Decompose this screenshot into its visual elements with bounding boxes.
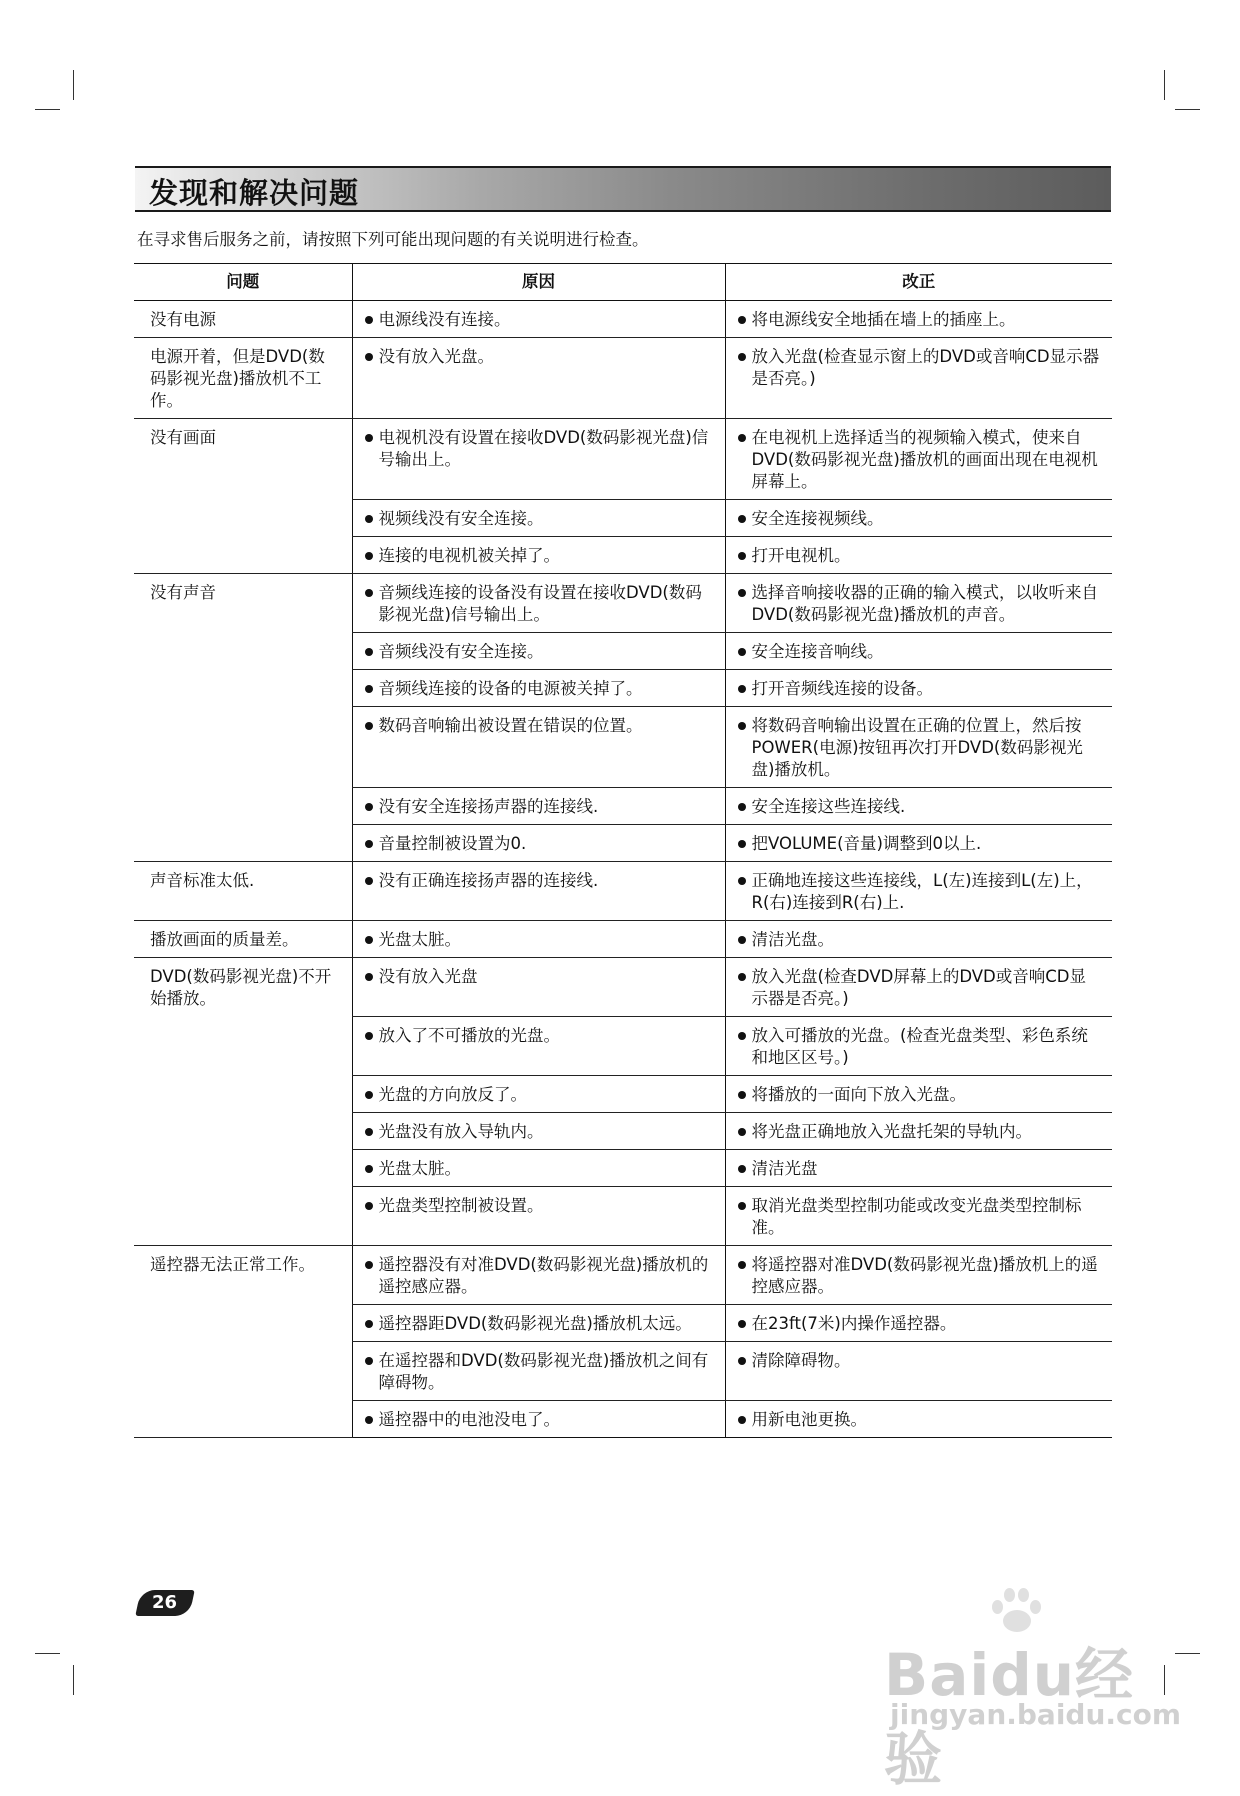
- cause-cell: 光盘类型控制被设置。: [352, 1187, 725, 1246]
- page-number-badge: [135, 1590, 195, 1616]
- table-row: [134, 301, 1112, 338]
- cause-cell: 光盘太脏。: [352, 1150, 725, 1187]
- cause-cell: 没有正确连接扬声器的连接线.: [352, 862, 725, 921]
- baidu-watermark: [870, 1580, 1190, 1793]
- problem-cell: 声音标准太低.: [134, 862, 352, 921]
- fix-cell: 放入可播放的光盘。(检查光盘类型、彩色系统和地区区号。): [725, 1017, 1112, 1076]
- fix-cell: 安全连接音响线。: [725, 633, 1112, 670]
- problem-cell: DVD(数码影视光盘)不开始播放。: [134, 958, 352, 1246]
- table-row: [134, 921, 1112, 958]
- header-problem: 问题: [134, 264, 352, 301]
- table-row: [134, 574, 1112, 633]
- crop-mark: [73, 1665, 74, 1695]
- problem-cell: 没有画面: [134, 419, 352, 574]
- fix-cell: 放入光盘(检查显示窗上的DVD或音响CD显示器是否亮。): [725, 338, 1112, 419]
- fix-cell: 安全连接视频线。: [725, 500, 1112, 537]
- cause-cell: 放入了不可播放的光盘。: [352, 1017, 725, 1076]
- fix-cell: 将光盘正确地放入光盘托架的导轨内。: [725, 1113, 1112, 1150]
- cause-cell: 连接的电视机被关掉了。: [352, 537, 725, 574]
- cause-cell: 光盘的方向放反了。: [352, 1076, 725, 1113]
- cause-cell: 遥控器中的电池没电了。: [352, 1401, 725, 1438]
- crop-mark: [35, 1653, 60, 1654]
- header-fix: 改正: [725, 264, 1112, 301]
- cause-cell: 光盘没有放入导轨内。: [352, 1113, 725, 1150]
- crop-mark: [35, 109, 60, 110]
- table-row: [134, 1246, 1112, 1305]
- section-title-bar: [135, 166, 1111, 212]
- problem-cell: 遥控器无法正常工作。: [134, 1246, 352, 1438]
- crop-mark: [1175, 109, 1200, 110]
- problem-cell: 没有声音: [134, 574, 352, 862]
- fix-cell: 将电源线安全地插在墙上的插座上。: [725, 301, 1112, 338]
- fix-cell: 选择音响接收器的正确的输入模式，以收听来自DVD(数码影视光盘)播放机的声音。: [725, 574, 1112, 633]
- cause-cell: 电视机没有设置在接收DVD(数码影视光盘)信号输出上。: [352, 419, 725, 500]
- cause-cell: 没有放入光盘: [352, 958, 725, 1017]
- table-header-row: [134, 264, 1112, 301]
- cause-cell: 音频线连接的设备没有设置在接收DVD(数码影视光盘)信号输出上。: [352, 574, 725, 633]
- cause-cell: 遥控器没有对准DVD(数码影视光盘)播放机的遥控感应器。: [352, 1246, 725, 1305]
- cause-cell: 视频线没有安全连接。: [352, 500, 725, 537]
- problem-cell: 没有电源: [134, 301, 352, 338]
- page-number: 26: [152, 1592, 178, 1613]
- crop-mark: [1164, 70, 1165, 100]
- cause-cell: 没有安全连接扬声器的连接线.: [352, 788, 725, 825]
- fix-cell: 把VOLUME(音量)调整到0以上.: [725, 825, 1112, 862]
- cause-cell: 在遥控器和DVD(数码影视光盘)播放机之间有障碍物。: [352, 1342, 725, 1401]
- header-cause: 原因: [352, 264, 725, 301]
- table-row: [134, 958, 1112, 1017]
- fix-cell: 打开音频线连接的设备。: [725, 670, 1112, 707]
- fix-cell: 将遥控器对准DVD(数码影视光盘)播放机上的遥控感应器。: [725, 1246, 1112, 1305]
- fix-cell: 取消光盘类型控制功能或改变光盘类型控制标准。: [725, 1187, 1112, 1246]
- fix-cell: 在电视机上选择适当的视频输入模式，使来自DVD(数码影视光盘)播放机的画面出现在电视机屏幕上。: [725, 419, 1112, 500]
- fix-cell: 将数码音响输出设置在正确的位置上，然后按POWER(电源)按钮再次打开DVD(数码影视光盘)播放机。: [725, 707, 1112, 788]
- cause-cell: 没有放入光盘。: [352, 338, 725, 419]
- table-row: [134, 862, 1112, 921]
- cause-cell: 光盘太脏。: [352, 921, 725, 958]
- cause-cell: 数码音响输出被设置在错误的位置。: [352, 707, 725, 788]
- fix-cell: 打开电视机。: [725, 537, 1112, 574]
- cause-cell: 音频线连接的设备的电源被关掉了。: [352, 670, 725, 707]
- table-row: [134, 419, 1112, 500]
- fix-cell: 清洁光盘: [725, 1150, 1112, 1187]
- watermark-brand: Baidu经验: [884, 1641, 1135, 1793]
- cause-cell: 音频线没有安全连接。: [352, 633, 725, 670]
- cause-cell: 遥控器距DVD(数码影视光盘)播放机太远。: [352, 1305, 725, 1342]
- watermark-url: jingyan.baidu.com: [890, 1698, 1182, 1731]
- cause-cell: 电源线没有连接。: [352, 301, 725, 338]
- table-row: [134, 338, 1112, 419]
- fix-cell: 正确地连接这些连接线，L(左)连接到L(左)上，R(右)连接到R(右)上.: [725, 862, 1112, 921]
- intro-text: 在寻求售后服务之前，请按照下列可能出现问题的有关说明进行检查。: [137, 230, 649, 249]
- crop-mark: [73, 70, 74, 100]
- paw-icon: [990, 1586, 1044, 1634]
- problem-cell: 播放画面的质量差。: [134, 921, 352, 958]
- fix-cell: 清洁光盘。: [725, 921, 1112, 958]
- problem-cell: 电源开着，但是DVD(数码影视光盘)播放机不工作。: [134, 338, 352, 419]
- fix-cell: 在23ft(7米)内操作遥控器。: [725, 1305, 1112, 1342]
- cause-cell: 音量控制被设置为0.: [352, 825, 725, 862]
- fix-cell: 用新电池更换。: [725, 1401, 1112, 1438]
- fix-cell: 将播放的一面向下放入光盘。: [725, 1076, 1112, 1113]
- fix-cell: 清除障碍物。: [725, 1342, 1112, 1401]
- fix-cell: 安全连接这些连接线.: [725, 788, 1112, 825]
- page-title: 发现和解决问题: [149, 176, 360, 210]
- troubleshooting-table: [134, 263, 1112, 1438]
- fix-cell: 放入光盘(检查DVD屏幕上的DVD或音响CD显示器是否亮。): [725, 958, 1112, 1017]
